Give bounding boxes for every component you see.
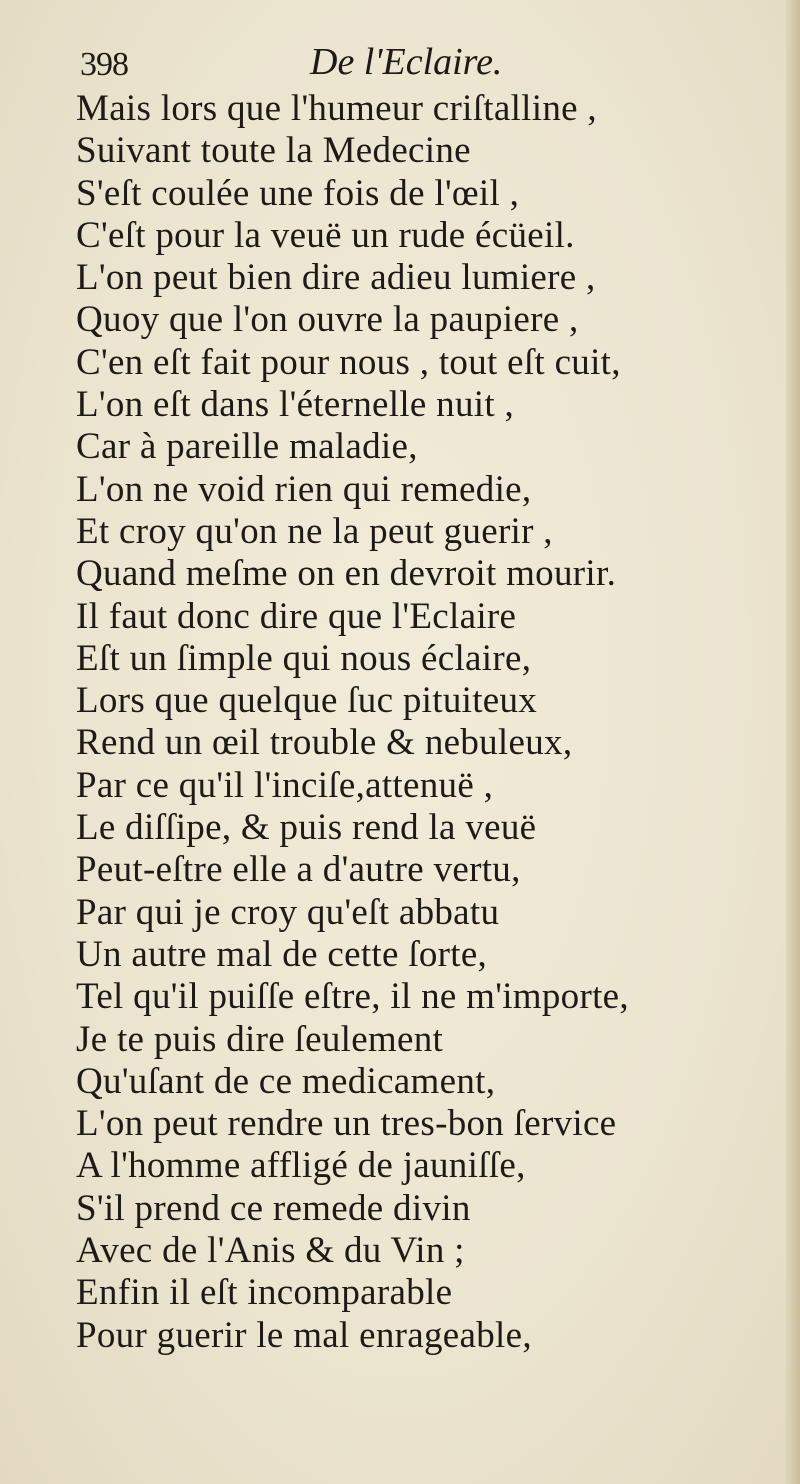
poem-line: Car à pareille maladie, (76, 426, 418, 468)
poem-line: Avec de l'Anis & du Vin ; (76, 1230, 465, 1272)
poem-line: Il faut donc dire que l'Eclaire (76, 595, 517, 637)
poem-line: Le diſſipe, & puis rend la veuë (76, 807, 537, 849)
poem-line: L'on ne void rien qui remedie, (76, 468, 532, 510)
poem-line: C'en eſt fait pour nous , tout eſt cuit, (76, 341, 621, 383)
poem-line: Rend un œil trouble & nebuleux, (76, 722, 573, 764)
poem-line: S'eſt coulée une fois de l'œil , (76, 172, 520, 214)
running-head: De l'Eclaire. (310, 41, 503, 83)
poem-line: A l'homme affligé de jauniſſe, (76, 1145, 526, 1187)
poem-line: Suivant toute la Medecine (76, 130, 471, 172)
poem-line: L'on peut rendre un tres-bon ſervice (76, 1103, 617, 1145)
poem-line: Peut-eſtre elle a d'autre vertu, (76, 849, 521, 891)
poem-line: L'on eſt dans l'éternelle nuit , (76, 384, 515, 426)
poem-line: C'eſt pour la veuë un rude écüeil. (76, 214, 575, 256)
poem-line: Mais lors que l'humeur criſtalline , (76, 88, 597, 129)
page-edge (786, 0, 800, 1484)
poem-line: L'on peut bien dire adieu lumiere , (76, 257, 596, 299)
poem-line: Quand meſme on en devroit mourir. (76, 553, 617, 595)
poem-text (76, 88, 756, 1357)
poem-line: Quoy que l'on ouvre la paupiere , (76, 299, 579, 341)
page-header (80, 40, 640, 90)
poem-line: Par qui je croy qu'eſt abbatu (76, 891, 500, 933)
poem-line: Pour guerir le mal enrageable, (76, 1314, 532, 1356)
poem-line: Lors que quelque ſuc pituiteux (76, 680, 538, 722)
poem-line: Enfin il eſt incomparable (76, 1272, 453, 1314)
poem-line: Tel qu'il puiſſe eſtre, il ne m'importe, (76, 976, 629, 1018)
poem-line: Eſt un ſimple qui nous éclaire, (76, 637, 532, 679)
poem-line: Qu'uſant de ce medicament, (76, 1060, 496, 1102)
poem-line: Et croy qu'on ne la peut guerir , (76, 510, 553, 552)
poem-line: Un autre mal de cette ſorte, (76, 933, 488, 975)
poem-line: Je te puis dire ſeulement (76, 1018, 444, 1060)
poem-line: Par ce qu'il l'inciſe,attenuë , (76, 764, 494, 806)
page-number: 398 (80, 46, 128, 83)
poem-line: S'il prend ce remede divin (76, 1187, 471, 1229)
